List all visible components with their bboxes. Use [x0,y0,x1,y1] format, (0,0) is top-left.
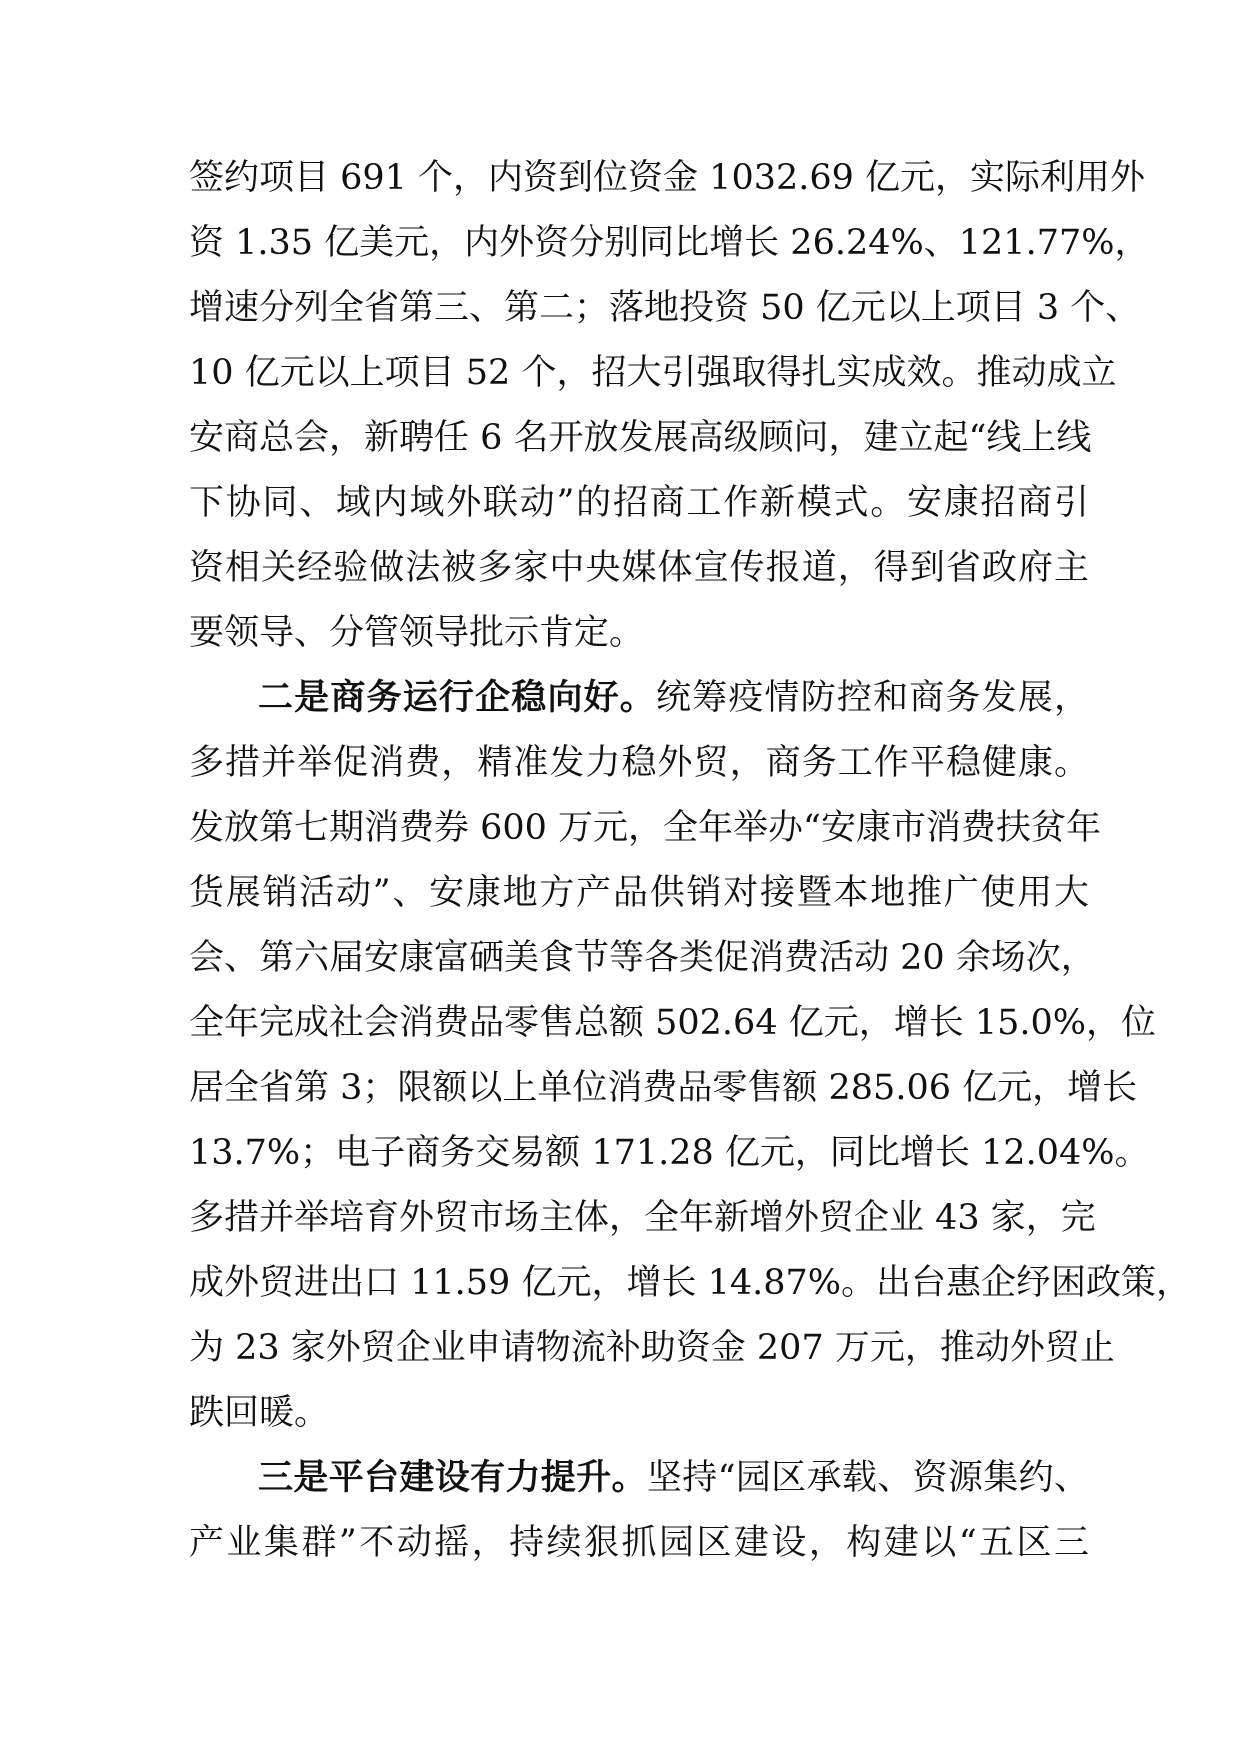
body-text-line: 货展销活动”、安康地方产品供销对接暨本地推广使用大 [189,873,1089,913]
body-text-line: 签约项目 691 个，内资到位资金 1032.69 亿元，实际利用外 [189,158,1146,198]
body-text-line: 产业集群”不动摇，持续狠抓园区建设，构建以“五区三 [189,1523,1089,1563]
body-text-line: 资相关经验做法被多家中央媒体宣传报道，得到省政府主 [189,548,1089,588]
body-text-line: 居全省第 3；限额以上单位消费品零售额 285.06 亿元，增长 [189,1068,1138,1108]
section-heading-line [258,1446,1089,1510]
body-text-line: 下协同、域内域外联动”的招商工作新模式。安康招商引 [189,483,1089,523]
section-heading-line [258,666,1089,730]
body-text-line: 成外贸进出口 11.59 亿元，增长 14.87%。出台惠企纾困政策， [189,1263,1192,1303]
body-text-line: 安商总会，新聘任 6 名开放发展高级顾问，建立起“线上线 [189,418,1092,458]
body-text-line: 10 亿元以上项目 52 个，招大引强取得扎实成效。推动成立 [189,353,1117,393]
section-lead-rest: 坚持“园区承载、资源集约、 [646,1458,1089,1498]
body-text-line: 会、第六届安康富硒美食节等各类促消费活动 20 余场次， [189,938,1096,978]
body-text-line: 跌回暖。 [189,1393,330,1433]
body-text-line: 全年完成社会消费品零售总额 502.64 亿元，增长 15.0%，位 [189,1003,1157,1043]
body-text-line: 增速分列全省第三、第二；落地投资 50 亿元以上项目 3 个、 [189,288,1141,328]
section-lead: 二是商务运行企稳向好。 [258,678,656,718]
section-lead: 三是平台建设有力提升。 [258,1458,647,1498]
body-text-line: 发放第七期消费券 600 万元，全年举办“安康市消费扶贫年 [189,808,1101,848]
body-text-line: 13.7%；电子商务交易额 171.28 亿元，同比增长 12.04%。 [189,1133,1150,1173]
body-text-line: 为 23 家外贸企业申请物流补助资金 207 万元，推动外贸止 [189,1328,1115,1368]
body-text-line: 多措并举促消费，精准发力稳外贸，商务工作平稳健康。 [189,743,1089,783]
body-text-line: 要领导、分管领导批示肯定。 [189,613,645,653]
section-lead-rest: 统筹疫情防控和商务发展， [656,678,1089,718]
body-text-line: 资 1.35 亿美元，内外资分别同比增长 26.24%、121.77%， [189,223,1150,263]
body-text-line: 多措并举培育外贸市场主体，全年新增外贸企业 43 家，完 [189,1198,1096,1238]
